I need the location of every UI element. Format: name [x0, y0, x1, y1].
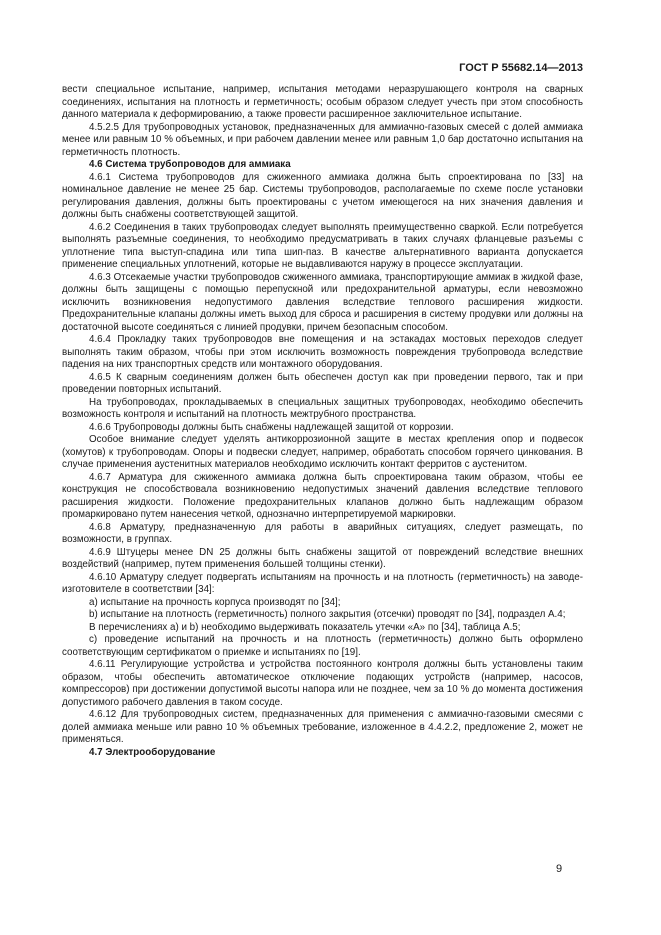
paragraph: вести специальное испытание, например, испытания методами неразрушающего контроля на сварных соединениях, испытания на плотность и герметичность; особым образом следует учесть при этом способность данного материала к деформированию, а также провести расширенное заключительное испытание.	[62, 84, 583, 120]
list-item: с) проведение испытаний на прочность и на плотность (герметичность) должно быть оформлено соответствующим сертификатом о приемке и испытаниях по [19].	[62, 634, 583, 658]
paragraph: 4.6.4 Прокладку таких трубопроводов вне помещения и на эстакадах мостовых переходов следует выполнять таким образом, чтобы при этом исключить возможность повреждения трубопровода вследствие падения на них транспортных средств или монтажного оборудования.	[62, 334, 583, 370]
section-heading: 4.6 Система трубопроводов для аммиака	[89, 159, 291, 170]
paragraph: 4.6.8 Арматуру, предназначенную для работы в аварийных ситуациях, следует размещать, по возможности, в группах.	[62, 521, 583, 545]
document-header: ГОСТ Р 55682.14—2013	[459, 62, 583, 74]
paragraph: 4.6.7 Арматура для сжиженного аммиака должна быть спроектирована таким образом, чтобы ее конструкция не способствовала возникновению недопустимых значений давления вследствие теплового расширения жидкости. Положение предохранительных клапанов должно быть надлежащим образом промаркировано путем нанесения четкой, однозначно интерпретируемой маркировки.	[62, 471, 583, 520]
paragraph: 4.6.9 Штуцеры менее DN 25 должны быть снабжены защитой от повреждений вследствие внешних воздействий (например, путем применения большей толщины стенки).	[62, 546, 583, 570]
paragraph: 4.6.6 Трубопроводы должны быть снабжены надлежащей защитой от коррозии.	[89, 421, 454, 433]
section-heading: 4.7 Электрооборудование	[89, 746, 216, 758]
paragraph: 4.6.12 Для трубопроводных систем, предназначенных для применения с аммиачно-газовыми смесями с долей аммиака меньше или равно 10 % объемных требование, изложенное в 4.4.2.2, предложение 2, может не применяться.	[62, 709, 583, 745]
paragraph: 4.6.1 Система трубопроводов для сжиженного аммиака должна быть спроектирована по [33] на номинальное давление не менее 25 бар. Системы трубопроводов, располагаемые по схеме после установки регулирования давления, должны быть проектированы с учетом имеющегося на них значения давления и должны быть снабжены соответствующей защитой.	[62, 171, 583, 220]
document-body	[62, 84, 583, 759]
paragraph: 4.6.3 Отсекаемые участки трубопроводов сжиженного аммиака, транспортирующие аммиак в жидкой фазе, должны быть защищены с помощью перепускной или предохранительной арматуры, если невозможно исключить возникновения недопустимого давления вследствие теплового расширения жидкости. Предохранительные клапаны должны иметь выход для сброса и расширения в систему продувки или должны на достаточной высоте соединяться с линией продувки, причем безопасным способом.	[62, 271, 583, 333]
paragraph: Особое внимание следует уделять антикоррозионной защите в местах крепления опор и подвесок (хомутов) к трубопроводам. Опоры и подвески следует, например, обработать способом горячего цинкования. В случае применения аустенитных материалов необходимо исключить контакт ферритов с аустенитом.	[62, 434, 583, 470]
paragraph: 4.6.5 К сварным соединениям должен быть обеспечен доступ как при проведении первого, так и при проведении повторных испытаний.	[62, 371, 583, 395]
list-item: а) испытание на прочность корпуса производят по [34];	[89, 596, 341, 608]
paragraph: 4.6.10 Арматуру следует подвергать испытаниям на прочность и на плотность (герметичность) на заводе-изготовителе в соответствии [34]:	[62, 571, 583, 595]
paragraph: В перечислениях а) и b) необходимо выдерживать показатель утечки «А» по [34], таблица А.5;	[89, 621, 521, 633]
paragraph: 4.5.2.5 Для трубопроводных установок, предназначенных для аммиачно-газовых смесей с долей аммиака менее или равным 10 % объемных, и при рабочем давлении менее или равным 1,0 бар достаточно испытания на герметичность плотность.	[62, 121, 584, 158]
paragraph: 4.6.11 Регулирующие устройства и устройства постоянного контроля должны быть установлены таким образом, чтобы обеспечить автоматическое отключение подающих устройств (например, насосов, компрессоров) при достижении допустимой высоты напора или не позднее, чем за 10 % до момента достижения допустимого рабочего давления в таком сосуде.	[62, 659, 583, 708]
paragraph: 4.6.2 Соединения в таких трубопроводах следует выполнять преимущественно сваркой. Если потребуется выполнять разъемные соединения, то необходимо предусматривать в таких случаях фланцевые разъемы с уплотнение типа выступ-спадина или типа шип-паз. В качестве альтернативного варианта допускается применение специальных уплотнений, которые не выдавливаются наружу в процессе эксплуатации.	[62, 221, 583, 270]
page-number: 9	[556, 863, 563, 875]
paragraph: На трубопроводах, прокладываемых в специальных защитных трубопроводах, необходимо обеспечить возможность контроля и испытаний на плотность межтрубного пространства.	[62, 396, 583, 420]
list-item: b) испытание на плотность (герметичность) полного закрытия (отсечки) проводят по [34], подраздел А.4;	[89, 609, 566, 620]
